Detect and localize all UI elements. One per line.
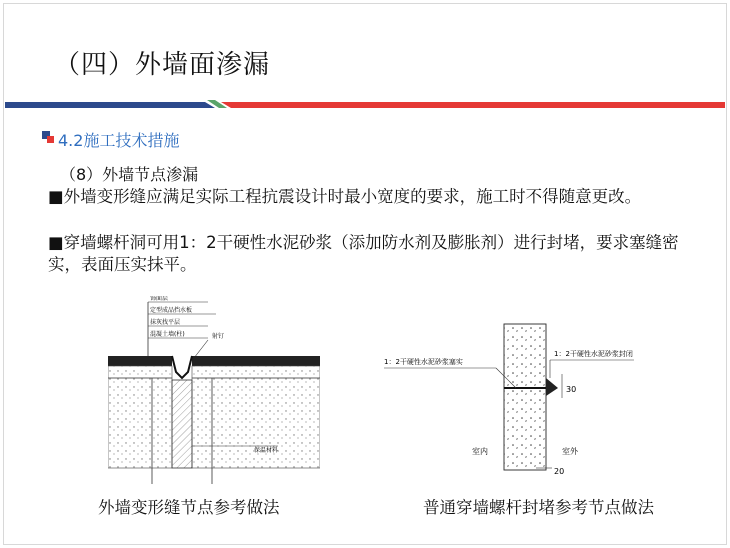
label-plaster: 抹灰找平层 <box>150 319 181 326</box>
caption-left: 外墙变形缝节点参考做法 <box>98 498 280 517</box>
figure-expansion-joint <box>108 296 320 484</box>
section-heading: 4.2施工技术措施 <box>58 131 180 150</box>
label-concrete: 混凝土墙(柱) <box>150 331 185 338</box>
dim-20: 20 <box>554 467 565 476</box>
figure-bolt-hole-seal <box>376 316 636 480</box>
label-insulation: 保温材料 <box>254 447 279 454</box>
section-bullet-icon <box>42 131 54 143</box>
label-outdoor: 室外 <box>562 447 578 456</box>
dim-30: 30 <box>566 385 577 394</box>
caption-right: 普通穿墙螺杆封堵参考节点做法 <box>423 498 654 517</box>
label-nail: 射钉 <box>212 333 225 340</box>
label-water-board: 定型成品挡水板 <box>150 307 193 314</box>
label-indoor: 室内 <box>472 447 488 456</box>
slide-title: （四）外墙面渗漏 <box>54 50 271 80</box>
label-seal-left: 1：2干硬性水泥砂浆塞实 <box>384 358 463 366</box>
paragraph-2: ■穿墙螺杆洞可用1：2干硬性水泥砂浆（添加防水剂及膨胀剂）进行封堵，要求塞缝密实，表面压实抹平。 <box>48 233 679 274</box>
label-seal-right: 1：2干硬性水泥砂浆封闭 <box>554 350 633 358</box>
header-band <box>5 98 725 112</box>
sub-heading: （8）外墙节点渗漏 <box>60 165 199 184</box>
paragraph-1: ■外墙变形缝应满足实际工程抗震设计时最小宽度的要求，施工时不得随意更改。 <box>48 187 642 206</box>
label-finish: 饰面层 <box>150 296 169 302</box>
